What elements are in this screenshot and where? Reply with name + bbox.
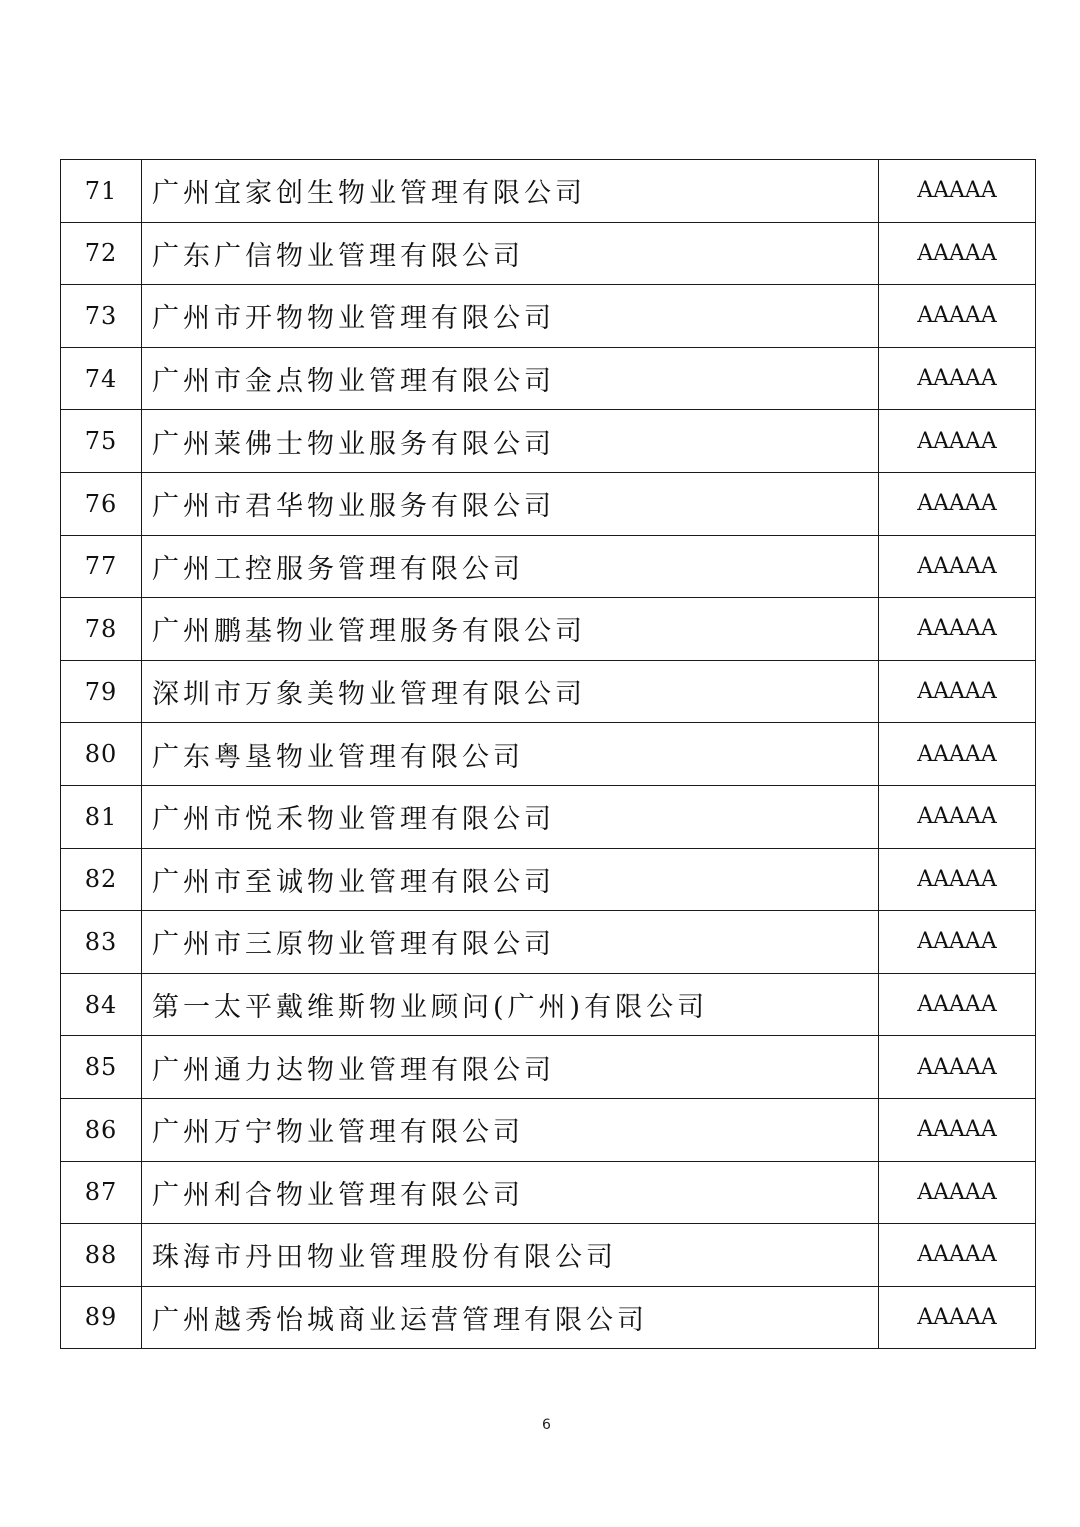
rating-grade: AAAAA [879, 1036, 1036, 1099]
rating-grade: AAAAA [879, 785, 1036, 848]
table-row [61, 1036, 1036, 1099]
company-name: 第一太平戴维斯物业顾问(广州)有限公司 [142, 973, 879, 1036]
rating-grade: AAAAA [879, 723, 1036, 786]
company-name: 广东广信物业管理有限公司 [142, 222, 879, 285]
row-number: 71 [61, 160, 142, 223]
rating-grade: AAAAA [879, 848, 1036, 911]
company-name: 广州市开物物业管理有限公司 [142, 285, 879, 348]
table-row [61, 285, 1036, 348]
table-row [61, 723, 1036, 786]
rating-grade: AAAAA [879, 285, 1036, 348]
company-name: 珠海市丹田物业管理股份有限公司 [142, 1224, 879, 1287]
company-name: 广州利合物业管理有限公司 [142, 1161, 879, 1224]
company-name: 广州市悦禾物业管理有限公司 [142, 785, 879, 848]
row-number: 74 [61, 347, 142, 410]
table-row [61, 472, 1036, 535]
rating-grade: AAAAA [879, 535, 1036, 598]
rating-grade: AAAAA [879, 1224, 1036, 1287]
company-name: 广州通力达物业管理有限公司 [142, 1036, 879, 1099]
row-number: 76 [61, 472, 142, 535]
rating-grade: AAAAA [879, 973, 1036, 1036]
table-row [61, 160, 1036, 223]
rating-grade: AAAAA [879, 660, 1036, 723]
table-row [61, 535, 1036, 598]
company-name: 广州越秀怡城商业运营管理有限公司 [142, 1286, 879, 1349]
company-name: 广东粤垦物业管理有限公司 [142, 723, 879, 786]
row-number: 84 [61, 973, 142, 1036]
rating-grade: AAAAA [879, 911, 1036, 974]
company-name: 广州市三原物业管理有限公司 [142, 911, 879, 974]
table-row [61, 1161, 1036, 1224]
row-number: 87 [61, 1161, 142, 1224]
company-name: 深圳市万象美物业管理有限公司 [142, 660, 879, 723]
table-row [61, 1286, 1036, 1349]
company-name: 广州市君华物业服务有限公司 [142, 472, 879, 535]
row-number: 77 [61, 535, 142, 598]
table-row [61, 848, 1036, 911]
rating-grade: AAAAA [879, 1286, 1036, 1349]
company-name: 广州万宁物业管理有限公司 [142, 1098, 879, 1161]
table-row [61, 598, 1036, 661]
table-row [61, 660, 1036, 723]
row-number: 75 [61, 410, 142, 473]
rating-grade: AAAAA [879, 160, 1036, 223]
rating-grade: AAAAA [879, 1098, 1036, 1161]
table-row [61, 347, 1036, 410]
row-number: 73 [61, 285, 142, 348]
rating-grade: AAAAA [879, 598, 1036, 661]
table-row [61, 973, 1036, 1036]
rating-grade: AAAAA [879, 222, 1036, 285]
row-number: 72 [61, 222, 142, 285]
table-body [61, 160, 1036, 1349]
table-row [61, 1098, 1036, 1161]
company-name: 广州市金点物业管理有限公司 [142, 347, 879, 410]
rating-grade: AAAAA [879, 472, 1036, 535]
company-rating-table [60, 159, 1036, 1349]
table-row [61, 1224, 1036, 1287]
row-number: 88 [61, 1224, 142, 1287]
rating-grade: AAAAA [879, 347, 1036, 410]
row-number: 80 [61, 723, 142, 786]
page-number: 6 [542, 1417, 551, 1433]
row-number: 89 [61, 1286, 142, 1349]
company-name: 广州市至诚物业管理有限公司 [142, 848, 879, 911]
row-number: 86 [61, 1098, 142, 1161]
company-name: 广州莱佛士物业服务有限公司 [142, 410, 879, 473]
table-row [61, 222, 1036, 285]
table-row [61, 785, 1036, 848]
row-number: 78 [61, 598, 142, 661]
table-row [61, 911, 1036, 974]
row-number: 85 [61, 1036, 142, 1099]
rating-grade: AAAAA [879, 410, 1036, 473]
company-name: 广州宜家创生物业管理有限公司 [142, 160, 879, 223]
table-row [61, 410, 1036, 473]
company-name: 广州鹏基物业管理服务有限公司 [142, 598, 879, 661]
rating-grade: AAAAA [879, 1161, 1036, 1224]
row-number: 81 [61, 785, 142, 848]
row-number: 83 [61, 911, 142, 974]
row-number: 79 [61, 660, 142, 723]
row-number: 82 [61, 848, 142, 911]
company-name: 广州工控服务管理有限公司 [142, 535, 879, 598]
